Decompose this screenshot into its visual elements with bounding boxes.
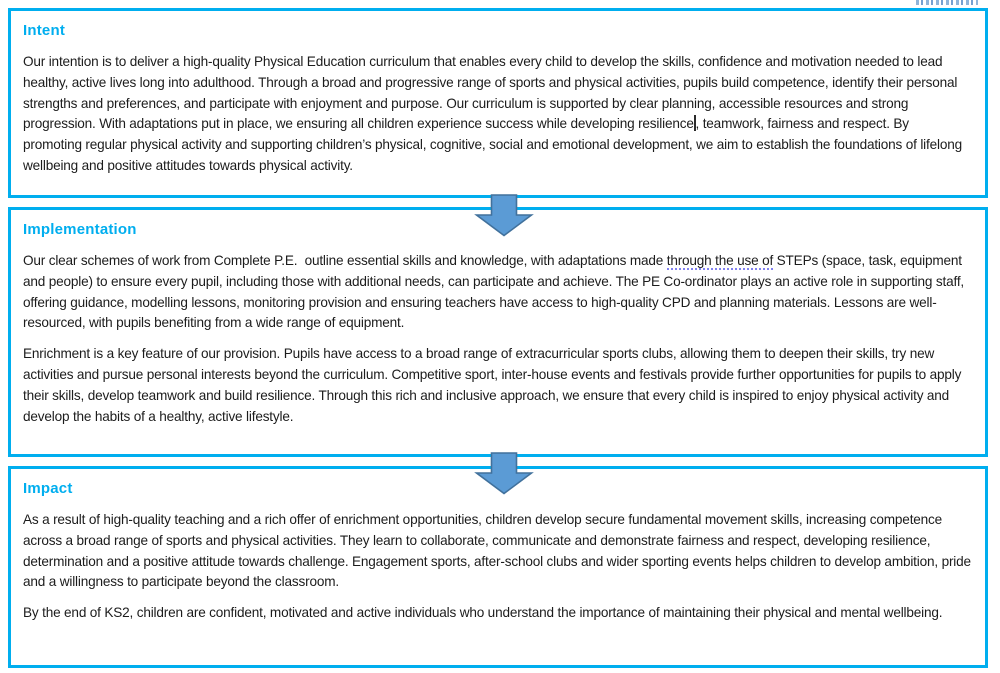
- section-intent-body[interactable]: [23, 52, 971, 177]
- clipped-text-fragment: [916, 0, 978, 5]
- section-intent-heading[interactable]: Intent: [23, 22, 66, 39]
- down-arrow-icon[interactable]: [474, 452, 534, 495]
- section-implementation-body[interactable]: [23, 251, 971, 427]
- text-run: , teamwork, fairness and respect. By promoting regular physical activity and supporting children’s physical, cognitive, social and emotional development, we aim to establish the foundations of lifelong wellbeing and positive attitudes towards physical activity.: [23, 116, 966, 173]
- paragraph[interactable]: [23, 510, 975, 593]
- text-run: Our intention is to deliver a high-quality Physical Education curriculum that enables every child to develop the skills, confidence and motivation needed to lead healthy, active lives long into adulthood. Through a broad and progressive range of sports and physical activities, pupils build competence, identify their personal strengths and preferences, and participate with enjoyment and purpose. Our curriculum is supported by clear planning, accessible resources and strong progression. With adaptations put in place, we ensuring all children experience success while developing resilience: [23, 54, 961, 132]
- section-intent: [8, 8, 988, 198]
- section-implementation-heading[interactable]: Implementation: [23, 221, 137, 238]
- text-run: STEPs (space, task, equipment and people) to ensure every pupil, including those with additional needs, can participate and achieve. The PE Co-ordinator plays an active role in supporting staff, offering guidance, modelling lessons, monitoring provision and ensuring teachers have access to high-quality CPD and planning materials. Lessons are well-resourced, with pupils benefiting from a wide range of equipment.: [23, 253, 968, 331]
- text-run: As a result of high-quality teaching and a rich offer of enrichment opportunities, children develop secure fundamental movement skills, increasing competence across a broad range of sports and physical activities. They learn to collaborate, communicate and demonstrate fairness and respect, developing resilience, determination and a positive attitude towards challenge. Engagement sports, after-school clubs and wider sporting events helps children to develop ambition, pride and a willingness to participate beyond the classroom.: [23, 512, 975, 590]
- paragraph[interactable]: [23, 52, 971, 177]
- paragraph[interactable]: [23, 603, 971, 624]
- text-run: Enrichment is a key feature of our provision. Pupils have access to a broad range of extracurricular sports clubs, allowing them to deepen their skills, try new activities and pursue personal interests beyond the curriculum. Competitive sport, inter-house events and festivals provide further opportunities for pupils to apply their skills, develop teamwork and build resilience. Through this rich and inclusive approach, we ensure that every child is inspired to enjoy physical activity and develop the habits of a healthy, active lifestyle.: [23, 346, 965, 424]
- text-run: Our clear schemes of work from Complete P.E. outline essential skills and knowledge, with adaptations made: [23, 253, 667, 268]
- text-run: By the end of KS2, children are confident, motivated and active individuals who understand the importance of maintaining their physical and mental wellbeing.: [23, 605, 943, 621]
- section-impact: [8, 466, 988, 668]
- grammar-flagged-text: through the use of: [666, 253, 774, 268]
- section-impact-body[interactable]: [23, 510, 975, 624]
- down-arrow-icon[interactable]: [474, 194, 534, 237]
- section-impact-heading[interactable]: Impact: [23, 480, 73, 497]
- paragraph[interactable]: [23, 344, 971, 427]
- paragraph[interactable]: [23, 251, 971, 334]
- section-implementation: [8, 207, 988, 457]
